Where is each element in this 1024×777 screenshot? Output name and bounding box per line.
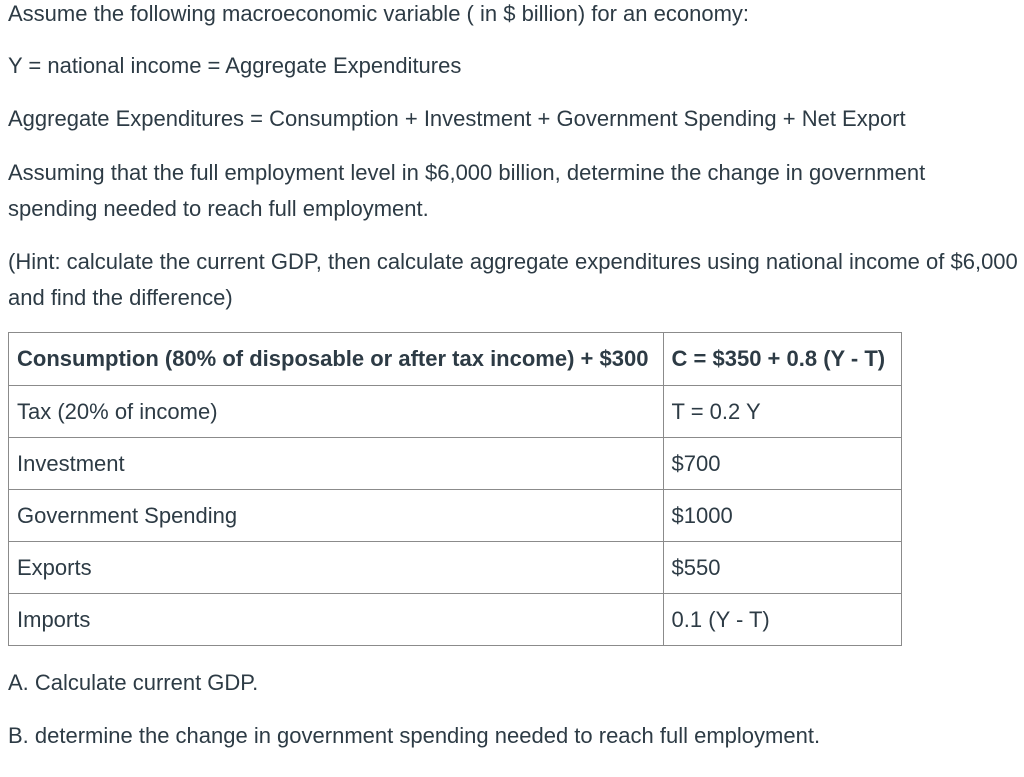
- table-cell-value: $700: [663, 438, 901, 490]
- table-cell-value: $1000: [663, 490, 901, 542]
- variables-table: [8, 332, 902, 646]
- table-cell-label: Exports: [9, 542, 664, 594]
- table-row: [9, 438, 902, 490]
- table-row: [9, 333, 902, 386]
- table-cell-value: C = $350 + 0.8 (Y - T): [663, 333, 901, 386]
- table-cell-label: Investment: [9, 438, 664, 490]
- table-row: [9, 490, 902, 542]
- national-income-equation: Y = national income = Aggregate Expenditures: [8, 53, 462, 78]
- aggregate-expenditures-equation: Aggregate Expenditures = Consumption + Investment + Government Spending + Net Export: [8, 106, 906, 131]
- table-cell-label: Consumption (80% of disposable or after tax income) + $300: [9, 333, 664, 386]
- table-row: [9, 542, 902, 594]
- table-cell-value: T = 0.2 Y: [663, 386, 901, 438]
- table-row: [9, 386, 902, 438]
- hint-text: (Hint: calculate the current GDP, then calculate aggregate expenditures using national income of $6,000 and find the difference): [8, 249, 1018, 310]
- part-b-text: B. determine the change in government spending needed to reach full employment.: [8, 723, 821, 748]
- question-text: Assuming that the full employment level in $6,000 billion, determine the change in government spending needed to reach full employment.: [8, 160, 926, 221]
- table-cell-label: Tax (20% of income): [9, 386, 664, 438]
- table-cell-value: 0.1 (Y - T): [663, 594, 901, 646]
- table-row: [9, 594, 902, 646]
- table-cell-label: Government Spending: [9, 490, 664, 542]
- table-cell-value: $550: [663, 542, 901, 594]
- intro-text: Assume the following macroeconomic variable ( in $ billion) for an economy:: [8, 1, 750, 26]
- part-a-text: A. Calculate current GDP.: [8, 670, 259, 695]
- table-cell-label: Imports: [9, 594, 664, 646]
